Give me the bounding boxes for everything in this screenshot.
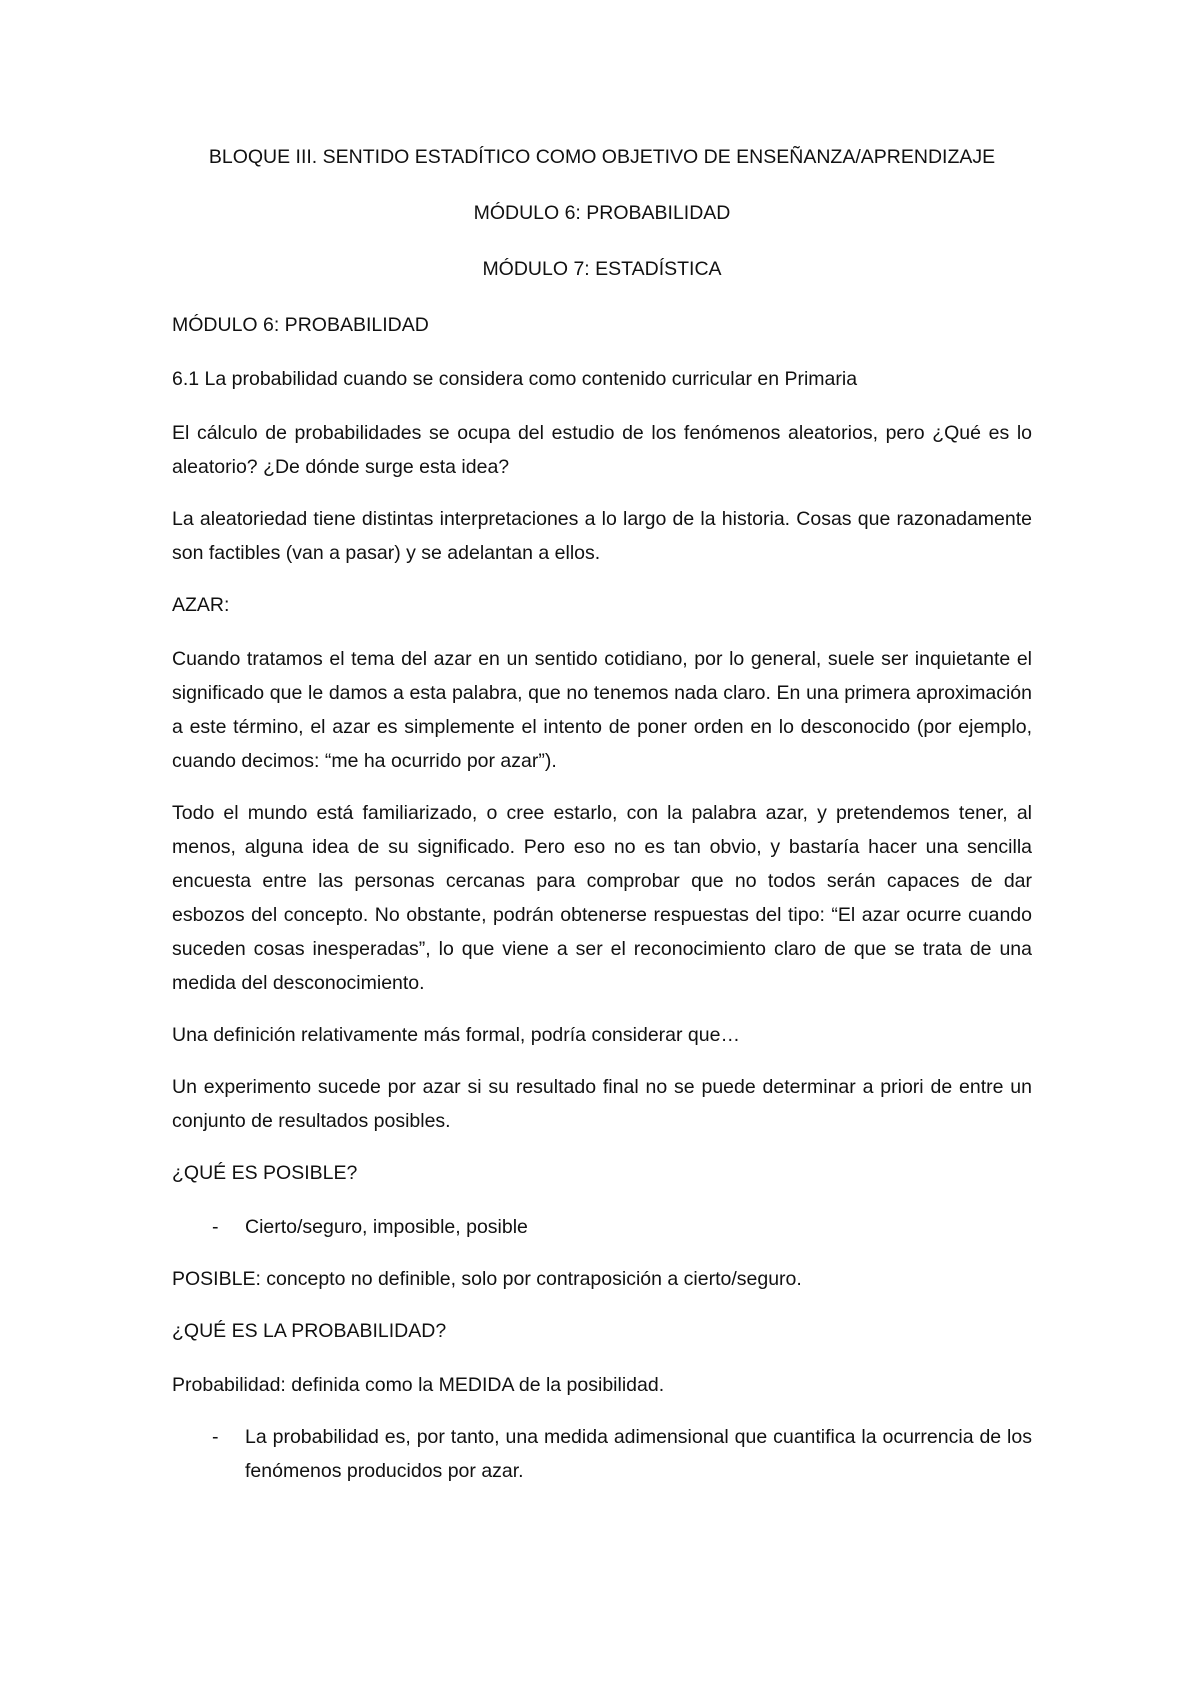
bullet-text-probabilidad: La probabilidad es, por tanto, una medida adimensional que cuantifica la ocurrencia de los fenómenos producidos por azar. <box>245 1426 1032 1482</box>
paragraph-cuando: Cuando tratamos el tema del azar en un sentido cotidiano, por lo general, suele ser inquietante el significado que le damos a esta palabra, que no tenemos nada claro. En una primera aproximación a este término, el azar es simplemente el intento de poner orden en lo desconocido (por ejemplo, cuando decimos: “me ha ocurrido por azar”). <box>172 648 1032 772</box>
section-6-1-heading: 6.1 La probabilidad cuando se considera como contenido curricular en Primaria <box>172 368 858 390</box>
module-6-centered-title: MÓDULO 6: PROBABILIDAD <box>473 202 731 224</box>
que-es-probabilidad-heading: ¿QUÉ ES LA PROBABILIDAD? <box>172 1320 447 1342</box>
paragraph-aleatoriedad: La aleatoriedad tiene distintas interpretaciones a lo largo de la historia. Cosas que razonadamente son factibles (van a pasar) y se adelantan a ellos. <box>172 508 1032 564</box>
paragraph-probabilidad-definition: Probabilidad: definida como la MEDIDA de la posibilidad. <box>172 1374 665 1396</box>
bullet-dash: - <box>212 1426 219 1448</box>
bullet-item-posible <box>172 1210 1032 1244</box>
paragraph-definicion: Una definición relativamente más formal, podría considerar que… <box>172 1024 740 1046</box>
bullet-text-posible: Cierto/seguro, imposible, posible <box>245 1216 528 1238</box>
module-7-centered-title: MÓDULO 7: ESTADÍSTICA <box>482 258 722 280</box>
paragraph-calculo: El cálculo de probabilidades se ocupa del estudio de los fenómenos aleatorios, pero ¿Qué es lo aleatorio? ¿De dónde surge esta idea? <box>172 422 1032 478</box>
document-body <box>172 140 1032 1506</box>
paragraph-posible-definition: POSIBLE: concepto no definible, solo por contraposición a cierto/seguro. <box>172 1268 802 1290</box>
paragraph-todo: Todo el mundo está familiarizado, o cree estarlo, con la palabra azar, y pretendemos tener, al menos, alguna idea de su significado. Pero eso no es tan obvio, y bastaría hacer una sencilla encuesta entre las personas cercanas para comprobar que no todos serán capaces de dar esbozos del concepto. No obstante, podrán obtenerse respuestas del tipo: “El azar ocurre cuando suceden cosas inesperadas”, lo que viene a ser el reconocimiento claro de que se trata de una medida del desconocimiento. <box>172 802 1032 994</box>
block-title: BLOQUE III. SENTIDO ESTADÍTICO COMO OBJETIVO DE ENSEÑANZA/APRENDIZAJE <box>208 146 996 168</box>
module-6-heading: MÓDULO 6: PROBABILIDAD <box>172 314 429 336</box>
bullet-item-probabilidad <box>172 1420 1032 1488</box>
bullet-dash: - <box>212 1216 219 1238</box>
paragraph-experimento: Un experimento sucede por azar si su resultado final no se puede determinar a priori de entre un conjunto de resultados posibles. <box>172 1076 1032 1132</box>
que-es-posible-heading: ¿QUÉ ES POSIBLE? <box>172 1162 358 1184</box>
azar-heading: AZAR: <box>172 594 230 616</box>
